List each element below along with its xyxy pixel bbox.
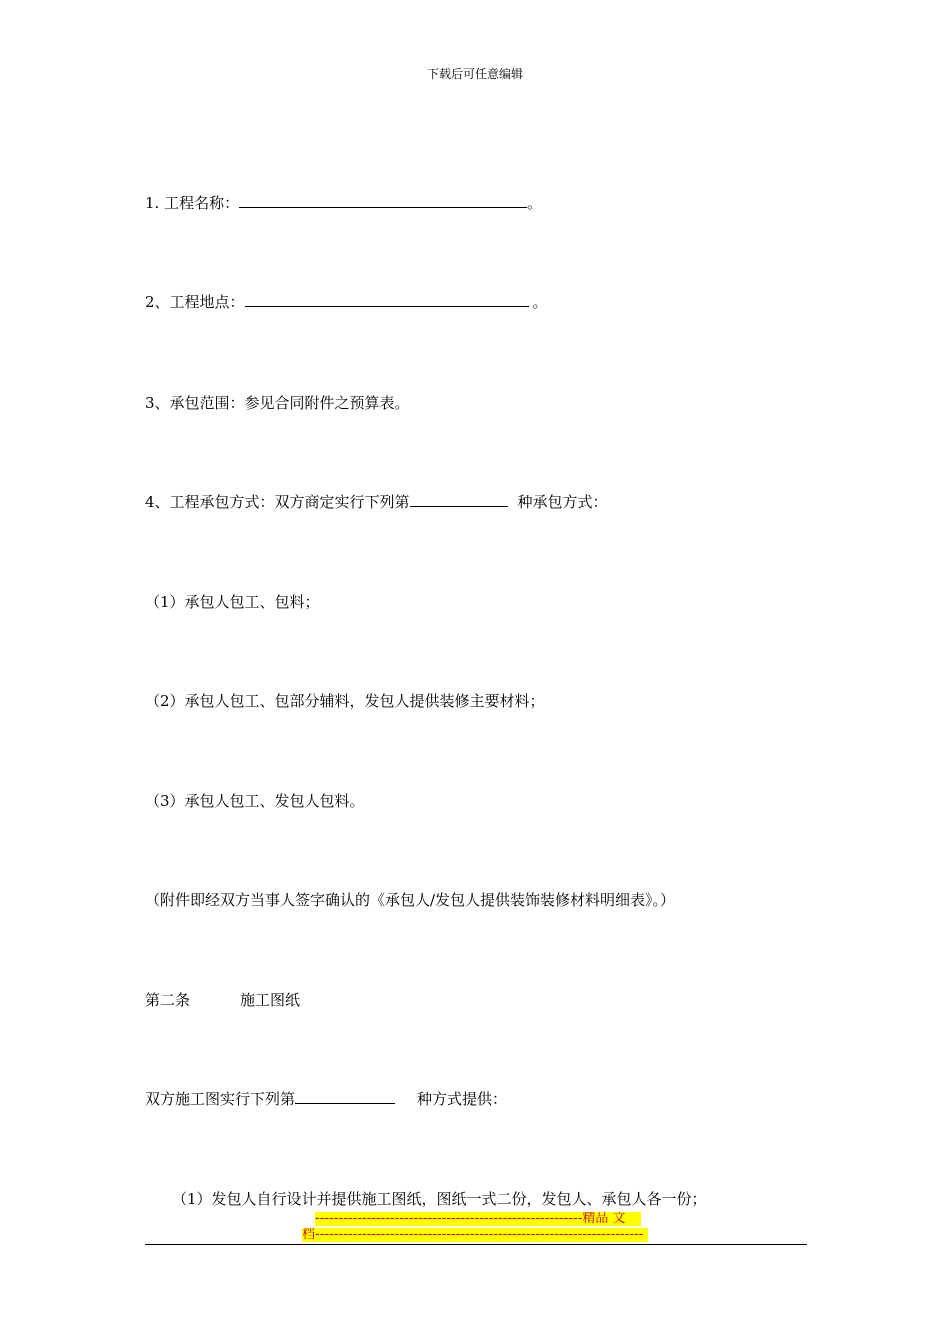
footer-watermark-line-1: ---------------------------------------------------------精品 文: [315, 1212, 641, 1226]
contract-scope-line: 3、承包范围：参见合同附件之预算表。: [145, 394, 410, 412]
project-name-line: [145, 193, 542, 213]
drawing-method-line: [145, 1089, 507, 1109]
drawing-method-end: 种方式提供：: [417, 1090, 508, 1108]
article-number: 第二条: [145, 991, 191, 1009]
article-two-heading: [145, 990, 300, 1010]
contract-method-blank: [410, 492, 508, 507]
footer-rule: [145, 1244, 807, 1245]
article-title: 施工图纸: [240, 991, 301, 1009]
contract-method-end: 种承包方式：: [517, 493, 608, 511]
contract-method-line: [145, 492, 608, 512]
footer-watermark-line-2: 档----------------------------------------------------------------------: [302, 1228, 648, 1242]
method-option-1: （1）承包人包工、包料；: [145, 593, 320, 611]
contract-method-label: 4、工程承包方式：双方商定实行下列第: [145, 493, 410, 511]
project-location-label: 2、工程地点：: [145, 293, 245, 311]
drawing-method-blank: [295, 1089, 395, 1104]
method-option-3: （3）承包人包工、发包人包料。: [145, 792, 365, 810]
attachment-note: （附件即经双方当事人签字确认的《承包人/发包人提供装饰装修材料明细表》。）: [145, 891, 676, 909]
method-option-2: （2）承包人包工、包部分辅料，发包人提供装修主要材料；: [145, 692, 545, 710]
project-name-label: 1. 工程名称：: [145, 194, 240, 212]
drawing-option-1: （1）发包人自行设计并提供施工图纸，图纸一式二份，发包人、承包人各一份；: [172, 1190, 707, 1208]
drawing-method-label: 双方施工图实行下列第: [145, 1090, 296, 1108]
header-note: 下载后可任意编辑: [426, 67, 523, 81]
project-name-blank: [239, 193, 527, 208]
project-name-end: 。: [527, 194, 543, 212]
project-location-blank: [245, 292, 529, 307]
project-location-line: [145, 292, 548, 312]
project-location-end: 。: [532, 293, 548, 311]
